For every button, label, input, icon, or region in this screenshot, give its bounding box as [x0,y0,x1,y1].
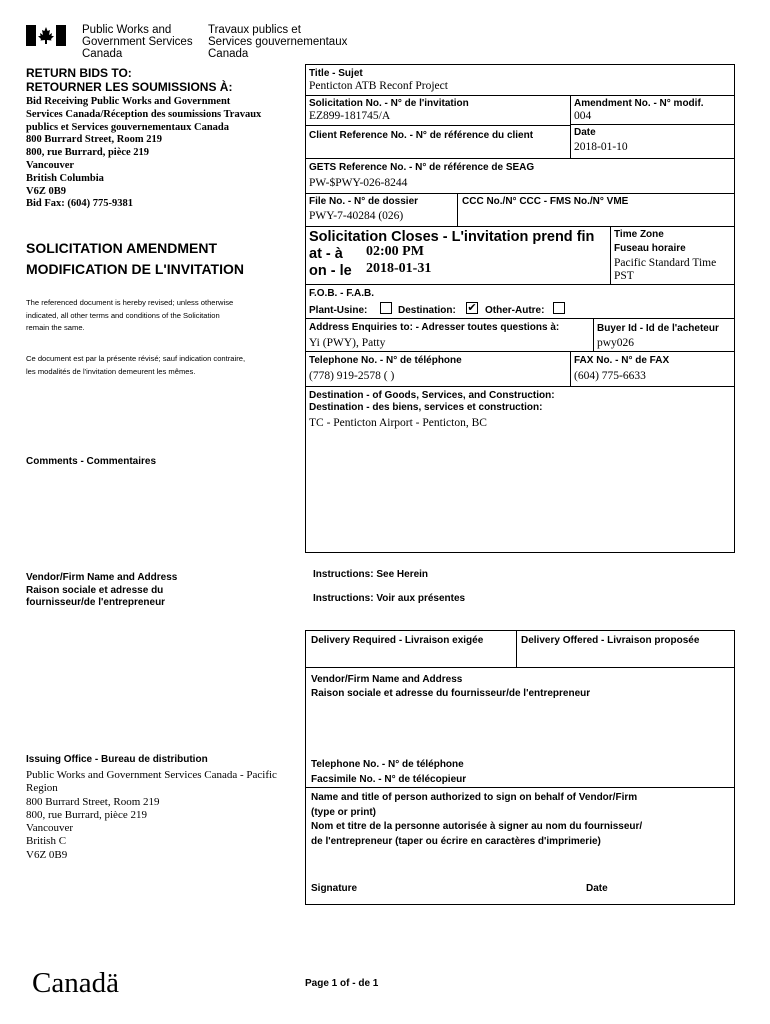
closes-title: Solicitation Closes - L'invitation prend fin [309,229,595,245]
vendor-name-label-fr: Raison sociale et adresse du fournisseur/de l'entrepreneur [311,688,591,699]
time-zone-code: PST [614,270,634,282]
divider [305,193,735,194]
destination-checkbox[interactable]: ✔ [467,302,477,314]
amendment-note-en: The referenced document is hereby revised; unless otherwise indicated, all other terms and conditions of the Solicitation remain the same. [26,298,234,332]
delivery-required-label: Delivery Required - Livraison exigée [311,635,484,646]
date-label: Date [574,127,596,138]
destination-goods-value: TC - Penticton Airport - Penticton, BC [309,417,487,429]
divider [305,158,735,159]
solicitation-no-label: Solicitation No. - N° de l'invitation [309,98,469,109]
amendment-note-fr: Ce document est par la présente révisé; sauf indication contraire, les modalités de l'invitation demeurent les mêmes. [26,354,246,376]
solicitation-no-value: EZ899-181745/A [309,110,391,122]
destination-label: Destination: [398,305,456,316]
amendment-no-value: 004 [574,110,592,122]
return-bids-address: Bid Receiving Public Works and Government Services Canada/Réception des soumissions Travaux publics et Services gouvernementaux Canada 800 Burrard Street, Room 219 800, rue Burrard, pièce 219 Vancouver British Columbia V6Z 0B9 Bid Fax: (604) 775-9381 [26,96,262,210]
closing-date-value: 2018-01-31 [366,261,432,276]
divider [457,193,458,226]
vendor-telephone-label: Telephone No. - N° de téléphone [311,759,464,770]
signature-label: Signature [311,883,358,894]
divider [610,226,611,284]
plant-usine-label: Plant-Usine: [309,305,368,316]
department-name-en: Public Works and Government Services Canada [82,24,193,60]
signature-date-label: Date [586,883,608,894]
file-no-label: File No. - N° de dossier [309,196,419,207]
issuing-office-label: Issuing Office - Bureau de distribution [26,754,208,765]
telephone-label: Telephone No. - N° de téléphone [309,355,462,366]
instructions-fr: Instructions: Voir aux présentes [313,593,466,604]
vendor-label: Vendor/Firm Name and Address Raison sociale et adresse du fournisseur/de l'entrepreneur [26,572,178,608]
divider [305,318,735,319]
divider [570,95,571,158]
divider [593,318,594,351]
page-number: Page 1 of - de 1 [305,978,379,989]
title-label: Title - Sujet [309,68,363,79]
fax-value: (604) 775-6633 [574,370,646,382]
canada-flag-logo [26,25,66,46]
divider [305,95,735,96]
divider [516,630,517,667]
amendment-no-label: Amendment No. - N° modif. [574,98,704,109]
divider [305,667,735,668]
file-no-value: PWY-7-40284 (026) [309,210,404,222]
address-enquiries-value: Yi (PWY), Patty [309,337,386,349]
other-autre-checkbox[interactable] [553,302,565,314]
divider [305,787,735,788]
return-bids-heading: RETURN BIDS TO: RETOURNER LES SOUMISSIONS À: [26,66,233,94]
canada-wordmark: Canadä [32,967,119,999]
closing-time-value: 02:00 PM [366,244,424,259]
at-label: at - à [309,246,343,262]
divider [305,284,735,285]
fax-label: FAX No. - N° de FAX [574,355,670,366]
telephone-value: (778) 919-2578 ( ) [309,370,395,382]
gets-reference-label: GETS Reference No. - N° de référence de SEAG [309,162,535,173]
time-zone-label-en: Time Zone [614,229,664,240]
ccc-no-label: CCC No./N° CCC - FMS No./N° VME [462,196,629,207]
buyer-id-label: Buyer Id - Id de l'acheteur [597,323,719,334]
vendor-name-label-en: Vendor/Firm Name and Address [311,674,463,685]
delivery-offered-label: Delivery Offered - Livraison proposée [521,635,700,646]
time-zone-label-fr: Fuseau horaire [614,243,686,254]
authorized-signatory-label: Name and title of person authorized to sign on behalf of Vendor/Firm (type or print) Nom et titre de la personne autorisée à signer au nom du fournisseur/ de l'entrepreneur (taper ou écrire en caractères d'imprimerie) [311,792,643,847]
destination-goods-label-fr: Destination - des biens, services et construction: [309,402,543,413]
vendor-facsimile-label: Facsimile No. - N° de télécopieur [311,774,467,785]
issuing-office-address: Public Works and Government Services Canada - Pacific Region 800 Burrard Street, Room 219 800, rue Burrard, pièce 219 Vancouver British C V6Z 0B9 [26,769,277,861]
instructions-en: Instructions: See Herein [313,569,429,580]
fob-label: F.O.B. - F.A.B. [309,288,374,299]
divider [305,226,735,227]
other-autre-label: Other-Autre: [485,305,545,316]
amendment-title: SOLICITATION AMENDMENT MODIFICATION DE L'INVITATION [26,240,244,277]
department-name-fr: Travaux publics et Services gouvernementaux Canada [208,24,348,60]
divider [570,124,735,125]
divider [305,351,735,352]
time-zone-value: Pacific Standard Time [614,257,717,269]
plant-usine-checkbox[interactable] [380,302,392,314]
divider [305,386,735,387]
divider [305,125,570,126]
client-reference-label: Client Reference No. - N° de référence du client [309,130,534,141]
on-label: on - le [309,263,352,279]
title-value: Penticton ATB Reconf Project [309,80,448,92]
address-enquiries-label: Address Enquiries to: - Adresser toutes questions à: [309,322,560,333]
divider [570,351,571,386]
buyer-id-value: pwy026 [597,337,635,349]
date-value: 2018-01-10 [574,141,628,153]
comments-label: Comments - Commentaires [26,456,157,467]
gets-reference-value: PW-$PWY-026-8244 [309,177,408,189]
destination-goods-label-en: Destination - of Goods, Services, and Construction: [309,390,555,401]
